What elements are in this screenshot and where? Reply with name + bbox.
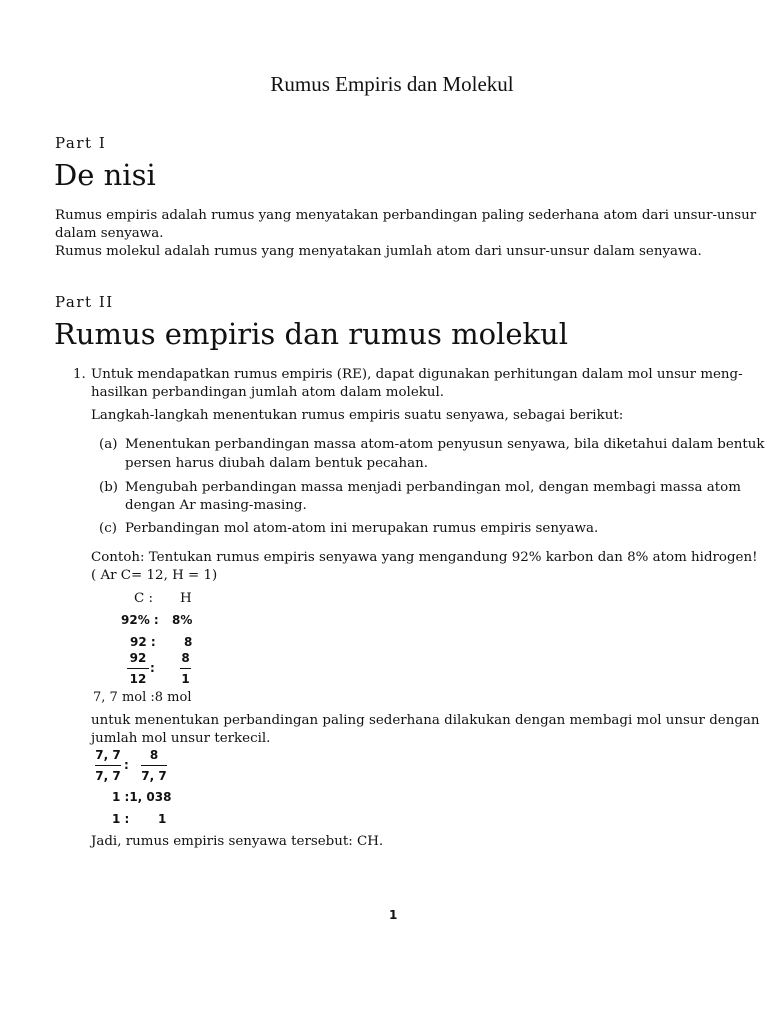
steps-intro: Langkah-langkah menentukan rumus empiris suatu senyawa, sebagai berikut: [91, 408, 624, 423]
definition-molecular: Rumus molekul adalah rumus yang menyatakan jumlah atom dari unsur-unsur dalam senyawa. [55, 244, 702, 259]
fraction-numerator: 8 [149, 748, 159, 762]
fraction-bar [127, 668, 149, 669]
explain-line1: untuk menentukan perbandingan paling sederhana dilakukan dengan membagi mol unsur dengan [91, 713, 760, 728]
example-line1: Contoh: Tentukan rumus empiris senyawa yang mengandung 92% karbon dan 8% atom hidrogen! [91, 550, 758, 565]
step-c-marker: (c) [99, 521, 117, 536]
fraction-denominator: 12 [129, 672, 147, 686]
step-b-line2: dengan Ar masing-masing. [125, 498, 307, 513]
calc-ratio-2-h: 1 [158, 812, 167, 826]
part-1-heading: De nisi [54, 158, 156, 192]
calc-ratio-1: 1 :1, 038 [112, 790, 172, 804]
calc-mass-h: 8 [184, 635, 193, 649]
calc-ratio-2-c: 1 : [112, 812, 130, 826]
fraction-denominator: 1 [181, 672, 190, 686]
example-line2: ( Ar C= 12, H = 1) [91, 568, 218, 583]
fraction-bar [180, 668, 191, 669]
calc-mol-line: 7, 7 mol :8 mol [93, 690, 192, 705]
step-a-line2: persen harus diubah dalam bentuk pecahan. [125, 456, 428, 471]
page-number: 1 [389, 908, 398, 922]
fraction-colon: : [124, 758, 129, 772]
step-c-line1: Perbandingan mol atom-atom ini merupakan rumus empiris senyawa. [125, 521, 599, 536]
fraction-h-mol [180, 650, 191, 687]
calc-percent-c: 92% : [121, 613, 159, 627]
list-item-number: 1. [73, 367, 86, 382]
calc-percent-h: 8% [172, 613, 193, 627]
step-a-line1: Menentukan perbandingan massa atom-atom penyusun senyawa, bila diketahui dalam bentuk [125, 437, 765, 452]
fraction-bar [141, 765, 167, 766]
conclusion: Jadi, rumus empiris senyawa tersebut: CH. [91, 834, 384, 849]
explain-line2: jumlah mol unsur terkecil. [91, 731, 271, 746]
fraction-numerator: 8 [181, 651, 190, 665]
part-2-heading: Rumus empiris dan rumus molekul [54, 317, 569, 351]
item1-line2: hasilkan perbandingan jumlah atom dalam molekul. [91, 385, 445, 400]
fraction-h-ratio [141, 747, 167, 784]
part-2-label: Part II [55, 293, 114, 311]
fraction-denominator: 7, 7 [141, 769, 167, 783]
fraction-numerator: 7, 7 [95, 748, 121, 762]
calc-header-h: H [180, 591, 192, 606]
calc-header-c: C : [134, 591, 154, 606]
part-1-label: Part I [55, 134, 107, 152]
definition-empirical-line1: Rumus empiris adalah rumus yang menyatakan perbandingan paling sederhana atom dari unsur-unsur [55, 208, 757, 223]
document-title: Rumus Empiris dan Molekul [270, 72, 514, 96]
fraction-numerator: 92 [129, 651, 147, 665]
fraction-c-ratio [95, 747, 121, 784]
step-b-line1: Mengubah perbandingan massa menjadi perbandingan mol, dengan membagi massa atom [125, 480, 741, 495]
step-b-marker: (b) [99, 480, 119, 495]
fraction-c-mol [127, 650, 149, 687]
definition-empirical-line2: dalam senyawa. [55, 226, 164, 241]
step-a-marker: (a) [99, 437, 118, 452]
fraction-denominator: 7, 7 [95, 769, 121, 783]
fraction-bar [95, 765, 121, 766]
calc-mass-c: 92 : [130, 635, 156, 649]
item1-line1: Untuk mendapatkan rumus empiris (RE), dapat digunakan perhitungan dalam mol unsur meng- [91, 367, 743, 382]
fraction-colon: : [150, 661, 155, 675]
